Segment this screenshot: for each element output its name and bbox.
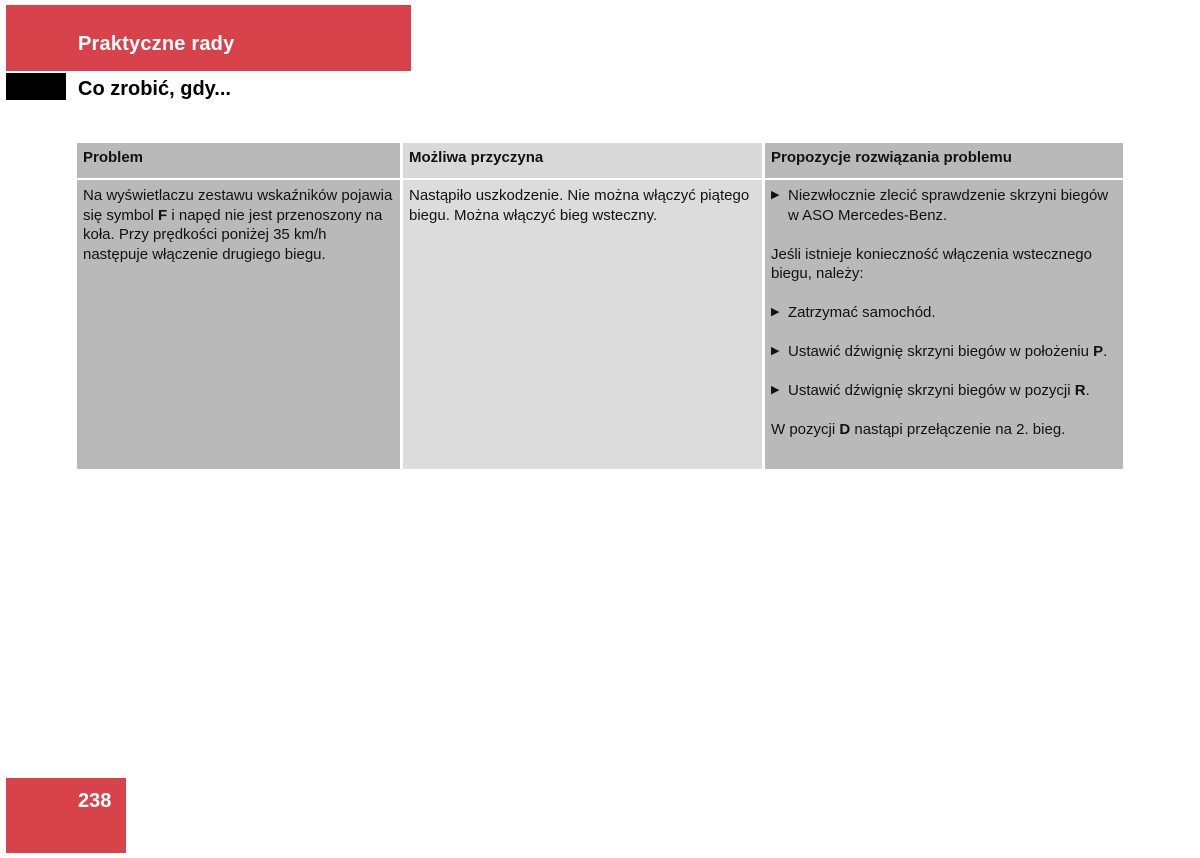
triangle-bullet-icon: ▶ (771, 306, 780, 318)
triangle-bullet-icon: ▶ (771, 345, 780, 357)
solution-step (771, 186, 1117, 225)
triangle-bullet-icon: ▶ (771, 189, 780, 201)
column-header-problem: Problem (77, 143, 400, 178)
solution-step (771, 381, 1117, 401)
section-marker-bar (6, 73, 66, 100)
step-text: Ustawić dźwignię skrzyni biegów w położeniu P. (788, 343, 1108, 360)
gear-p: P (1093, 343, 1104, 360)
table-row (77, 180, 1123, 469)
problem-text-2: i napęd nie jest przenoszony na koła. Przy prędkości poniżej 35 km/h następuje włączenie drugiego biegu. (83, 206, 383, 263)
solution-step (771, 303, 1117, 323)
page-number: 238 (78, 790, 112, 812)
gear-d: D (839, 421, 851, 438)
triangle-bullet-icon: ▶ (771, 384, 780, 396)
gear-r: R (1074, 382, 1086, 399)
section-tab (6, 5, 411, 71)
step-text: Zatrzymać samochód. (788, 304, 936, 321)
cause-cell: Nastąpiło uszkodzenie. Nie można włączyć piątego biegu. Można włączyć bieg wsteczny. (403, 180, 762, 469)
page-number-tab (6, 778, 126, 853)
table-header-row (77, 143, 1123, 178)
step-text: Niezwłocznie zlecić sprawdzenie skrzyni biegów w ASO Mercedes-Benz. (788, 187, 1109, 224)
column-header-solution: Propozycje rozwiązania problemu (765, 143, 1123, 178)
solution-step (771, 342, 1117, 362)
step-text: Ustawić dźwignię skrzyni biegów w pozycji R. (788, 382, 1090, 399)
problem-text-1: Na wyświetlaczu zestawu wskaźników pojawia się symbol (83, 187, 393, 224)
section-title: Praktyczne rady (78, 33, 235, 55)
problem-cell (77, 180, 400, 469)
solution-note: W pozycji D nastąpi przełączenie na 2. bieg. (771, 421, 1066, 438)
solution-note: Jeśli istnieje konieczność włączenia wstecznego biegu, należy: (771, 245, 1092, 282)
column-header-cause: Możliwa przyczyna (403, 143, 762, 178)
solution-cell (765, 180, 1123, 469)
page-subtitle: Co zrobić, gdy... (78, 78, 231, 100)
symbol-f: F (158, 206, 168, 224)
troubleshooting-table (77, 143, 1123, 469)
